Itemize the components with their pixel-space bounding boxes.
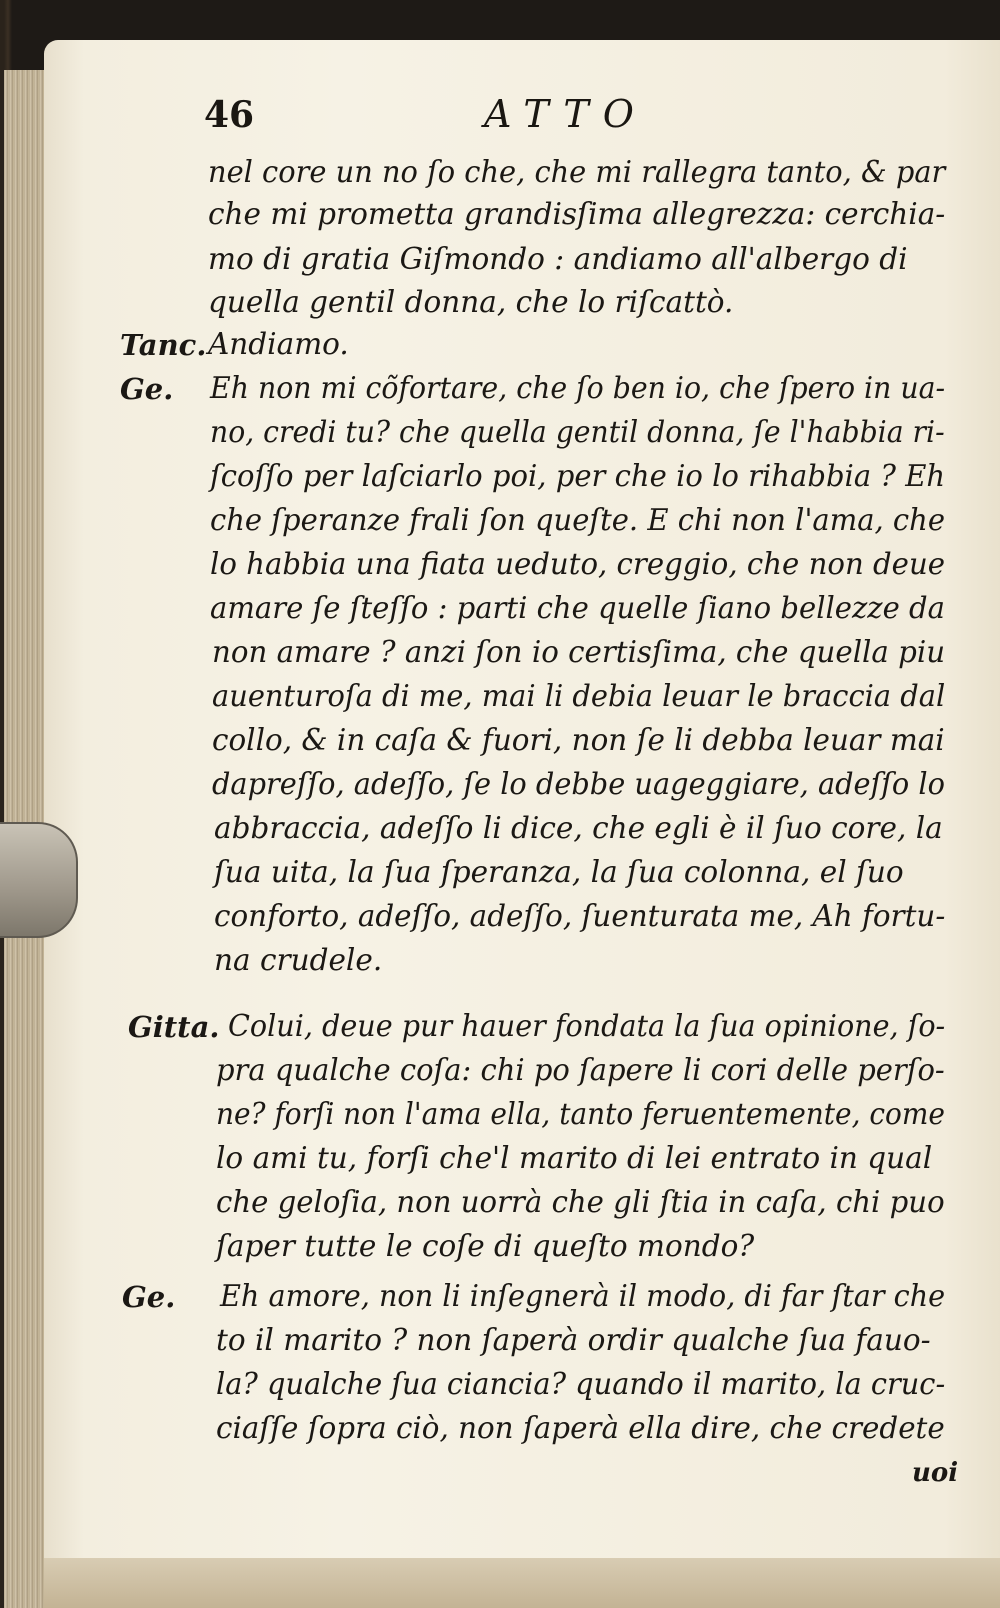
text-line: lo habbia una fiata ueduto, creggio, che non deue <box>210 547 946 581</box>
text-line: ſcoſſo per laſciarlo poi, per che io lo rihabbia ? Eh <box>210 459 946 493</box>
page-header <box>200 92 680 142</box>
speaker-label: Ge. <box>120 372 174 406</box>
running-head: ATTO <box>484 92 648 136</box>
speaker-label: Ge. <box>122 1280 176 1314</box>
text-line: Andiamo. <box>208 327 349 361</box>
bookmark-clip <box>0 822 78 938</box>
text-line: mo di gratia Giſmondo : andiamo all'albergo di <box>208 242 908 276</box>
text-line: auenturoſa di me, mai li debia leuar le braccia dal <box>212 679 946 713</box>
text-line: la? qualche ſua ciancia? quando il marito, la cruc- <box>216 1367 946 1401</box>
text-line: conforto, adeſſo, adeſſo, ſuenturata me, Ah fortu- <box>214 899 946 933</box>
speaker-label: Tanc. <box>120 328 207 362</box>
text-line: amare ſe ſteſſo : parti che quelle ſiano bellezze da <box>210 591 945 625</box>
page-number: 46 <box>204 94 255 136</box>
text-line: nel core un no ſo che, che mi rallegra tanto, & par <box>208 155 946 189</box>
speaker-label: Gitta. <box>128 1010 220 1044</box>
text-line: na crudele. <box>214 943 383 977</box>
text-line: che geloſia, non uorrà che gli ſtia in caſa, chi puo <box>216 1185 945 1219</box>
text-line: ne? forſi non l'ama ella, tanto feruentemente, come <box>216 1097 945 1131</box>
text-line: pra qualche coſa: chi po ſapere li cori delle perſo- <box>216 1053 945 1087</box>
text-line: ciaſſe ſopra ciò, non ſaperà ella dire, che credete <box>216 1411 945 1445</box>
text-line: Eh amore, non li inſegnerà il modo, di far ſtar che <box>220 1279 946 1313</box>
text-line: abbraccia, adeſſo li dice, che egli è il ſuo core, la <box>214 811 943 845</box>
text-line: ſaper tutte le coſe di queſto mondo? <box>216 1229 755 1263</box>
page-bottom-edge <box>44 1558 1000 1608</box>
text-line: collo, & in caſa & fuori, non ſe li debba leuar mai <box>212 723 945 757</box>
text-line: dapreſſo, adeſſo, ſe lo debbe uageggiare, adeſſo lo <box>212 767 945 801</box>
text-line: lo ami tu, forſi che'l marito di lei entrato in qual <box>216 1141 933 1175</box>
text-line: Eh non mi cõfortare, che ſo ben io, che ſpero in ua- <box>210 371 946 405</box>
text-line: Colui, deue pur hauer fondata la ſua opinione, ſo- <box>228 1009 946 1043</box>
catchword: uoi <box>912 1458 959 1488</box>
text-line: che ſperanze frali ſon queſte. E chi non l'ama, che <box>210 503 946 537</box>
text-line: ſua uita, la ſua ſperanza, la ſua colonna, el ſuo <box>214 855 904 889</box>
text-line: to il marito ? non ſaperà ordir qualche ſua fauo- <box>216 1323 931 1357</box>
text-line: non amare ? anzi ſon io certisſima, che quella piu <box>212 635 946 669</box>
text-line: che mi prometta grandisſima allegrezza: cerchia- <box>208 197 946 231</box>
text-line: no, credi tu? che quella gentil donna, ſe l'habbia ri- <box>210 415 945 449</box>
text-line: quella gentil donna, che lo riſcattò. <box>208 285 734 319</box>
